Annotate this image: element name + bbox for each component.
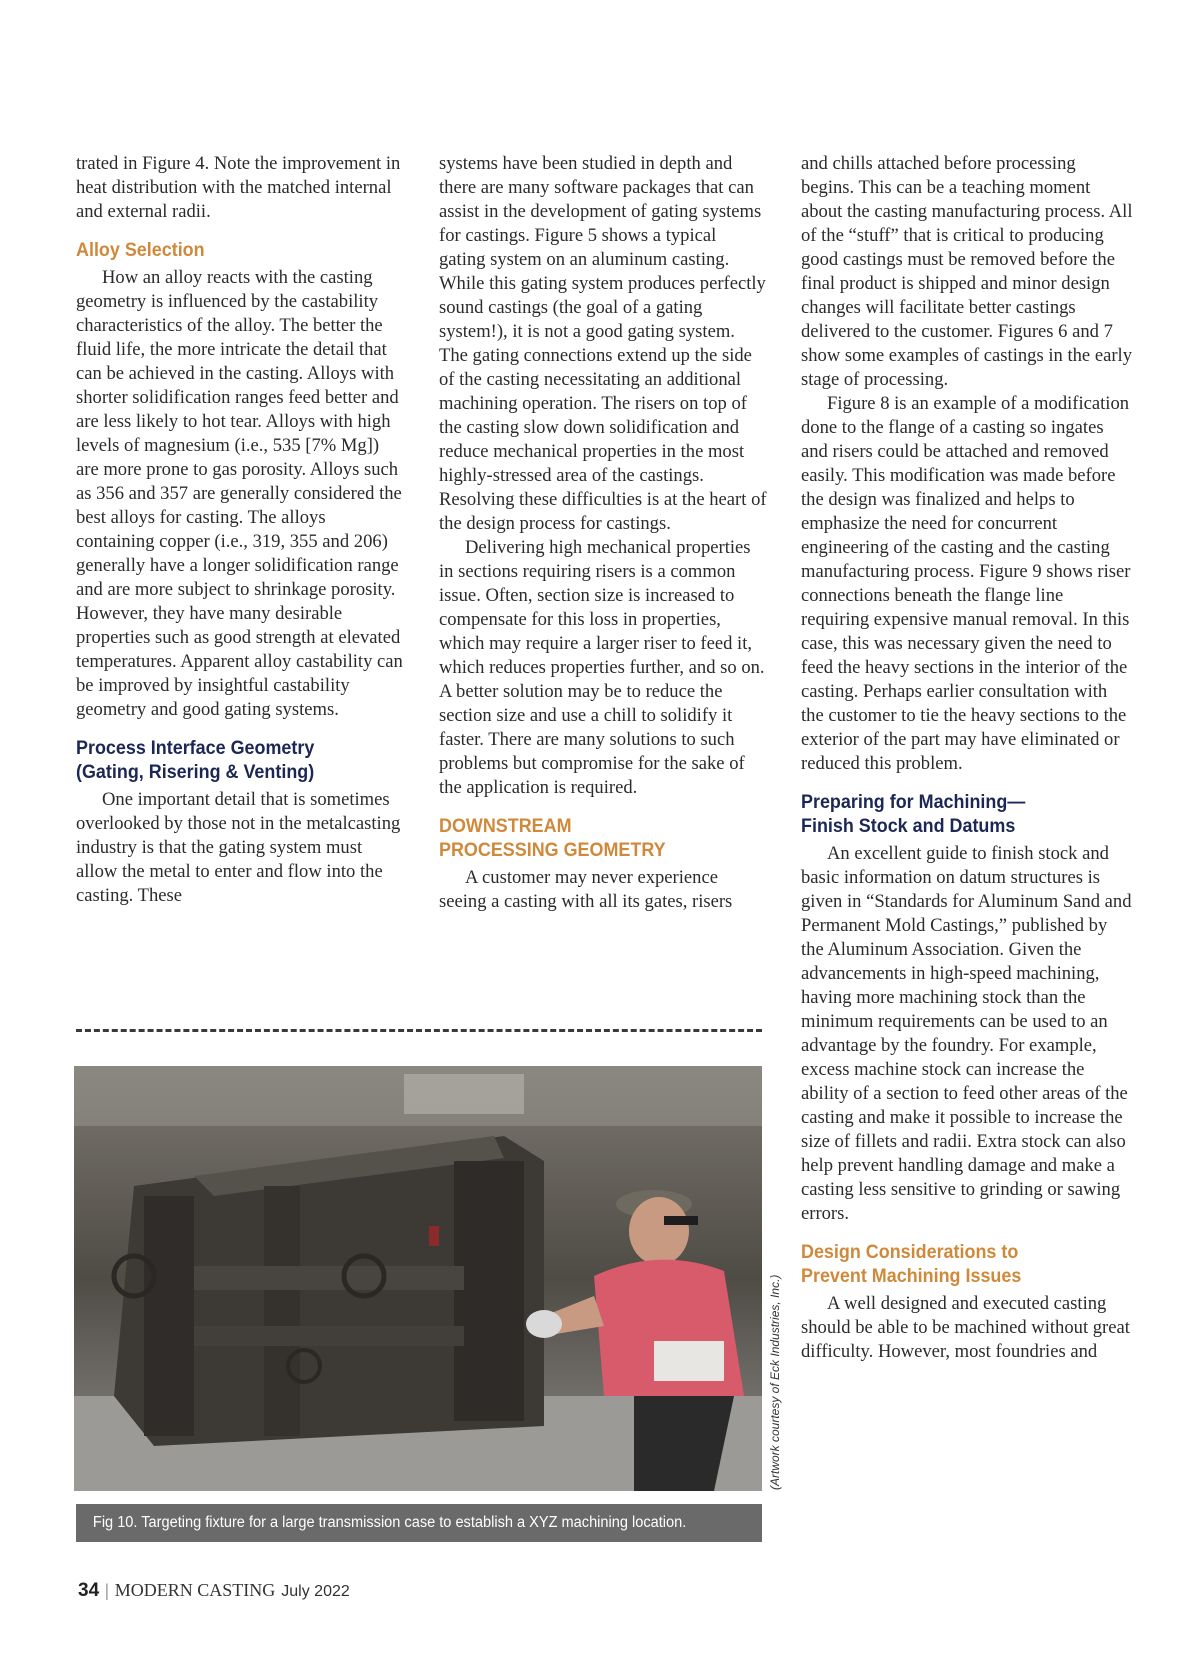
heading-design-line2: Prevent Machining Issues (801, 1265, 1022, 1287)
text-column-1 (76, 152, 404, 908)
heading-machining-line1: Preparing for Machining— (801, 791, 1026, 813)
paragraph-intro: trated in Figure 4. Note the improvement in heat distribution with the matched internal and external radii. (76, 153, 401, 222)
heading-downstream-line1: DOWNSTREAM (439, 815, 572, 837)
text-column-2 (439, 152, 767, 914)
paragraph-design: A well designed and executed casting should be able to be machined without great difficulty. However, most foundries and (801, 1293, 1130, 1362)
dashed-divider (76, 1029, 762, 1032)
page-number: 34 (78, 1580, 100, 1601)
text-column-3 (801, 152, 1133, 1364)
heading-machining-line2: Finish Stock and Datums (801, 815, 1016, 837)
heading-process-interface-line2: (Gating, Risering & Venting) (76, 761, 315, 783)
heading-process-interface-line1: Process Interface Geometry (76, 737, 315, 759)
fixture-photo-illustration (74, 1066, 762, 1491)
paragraph-alloy: How an alloy reacts with the casting geometry is influenced by the castability characteristics of the alloy. The better the fluid life, the more intricate the detail that can be achieved in the casting. Alloys with shorter solidification ranges feed better and are less likely to hot tear. Alloys with high levels of magnesium (i.e., 535 [7% Mg]) are more prone to gas porosity. Alloys such as 356 and 357 are generally considered the best alloys for casting. The alloys containing copper (i.e., 319, 355 and 206) generally have a longer solidification range and are more subject to shrinkage porosity. However, they have many desirable properties such as good strength at elevated temperatures. Apparent alloy castability can be improved by insightful castability geometry and good gating systems. (76, 267, 403, 720)
heading-alloy-selection: Alloy Selection (76, 239, 205, 261)
page-footer (78, 1580, 350, 1602)
figure-photo (74, 1066, 762, 1491)
issue-date: July 2022 (281, 1583, 350, 1600)
heading-design-line1: Design Considerations to (801, 1241, 1019, 1263)
paragraph-delivering: Delivering high mechanical properties in sections requiring risers is a common issue. Often, section size is increased to compensate for this loss in properties, which may require a larger riser to feed it, which reduces properties further, and so on. A better solution may be to reduce the section size and use a chill to solidify it faster. There are many solutions to such problems but compromise for the sake of the application is required. (439, 537, 765, 798)
footer-separator: | (105, 1580, 109, 1600)
figure-caption: Fig 10. Targeting fixture for a large transmission case to establish a XYZ machining location. (92, 1514, 687, 1531)
paragraph-systems: systems have been studied in depth and there are many software packages that can assist in the development of gating systems for castings. Figure 5 shows a typical gating system on an aluminum casting. While this gating system produces perfectly sound castings (the goal of a gating system!), it is not a good gating system. The gating connections extend up the side of the casting necessitating an additional machining operation. The risers on top of the casting slow down solidification and reduce mechanical properties in the most highly-stressed area of the castings. Resolving these difficulties is at the heart of the design process for castings. (439, 153, 767, 534)
paragraph-process: One important detail that is sometimes overlooked by those not in the metalcasting industry is that the gating system must allow the metal to enter and flow into the casting. These (76, 789, 401, 906)
paragraph-downstream: A customer may never experience seeing a casting with all its gates, risers (439, 867, 733, 912)
figure-caption-bar (76, 1504, 762, 1542)
magazine-title: MODERN CASTING (114, 1580, 276, 1600)
heading-downstream-line2: PROCESSING GEOMETRY (439, 839, 666, 861)
paragraph-machining: An excellent guide to finish stock and basic information on datum structures is given in “Standards for Aluminum Sand and Permanent Mold Castings,” published by the Aluminum Association. Given the advancements in high-speed machining, having more machining stock than the minimum requirements can be used to an advantage by the foundry. For example, excess machine stock can increase the ability of a section to feed other areas of the casting and make it possible to increase the size of fillets and radii. Extra stock can also help prevent handling damage and make a casting less sensitive to grinding or sawing errors. (801, 843, 1132, 1224)
paragraph-chills: and chills attached before processing begins. This can be a teaching moment about the casting manufacturing process. All of the “stuff” that is critical to producing good castings must be removed before the final product is shipped and minor design changes will facilitate better castings delivered to the customer. Figures 6 and 7 show some examples of castings in the early stage of processing. (801, 153, 1133, 390)
paragraph-figure8: Figure 8 is an example of a modification done to the flange of a casting so ingates and risers could be attached and removed easily. This modification was made before the design was finalized and helps to emphasize the need for concurrent engineering of the casting and the casting manufacturing process. Figure 9 shows riser connections beneath the flange line requiring expensive manual removal. In this case, this was necessary given the need to feed the heavy sections in the interior of the casting. Perhaps earlier consultation with the customer to tie the heavy sections to the exterior of the part may have eliminated or reduced this problem. (801, 393, 1131, 774)
